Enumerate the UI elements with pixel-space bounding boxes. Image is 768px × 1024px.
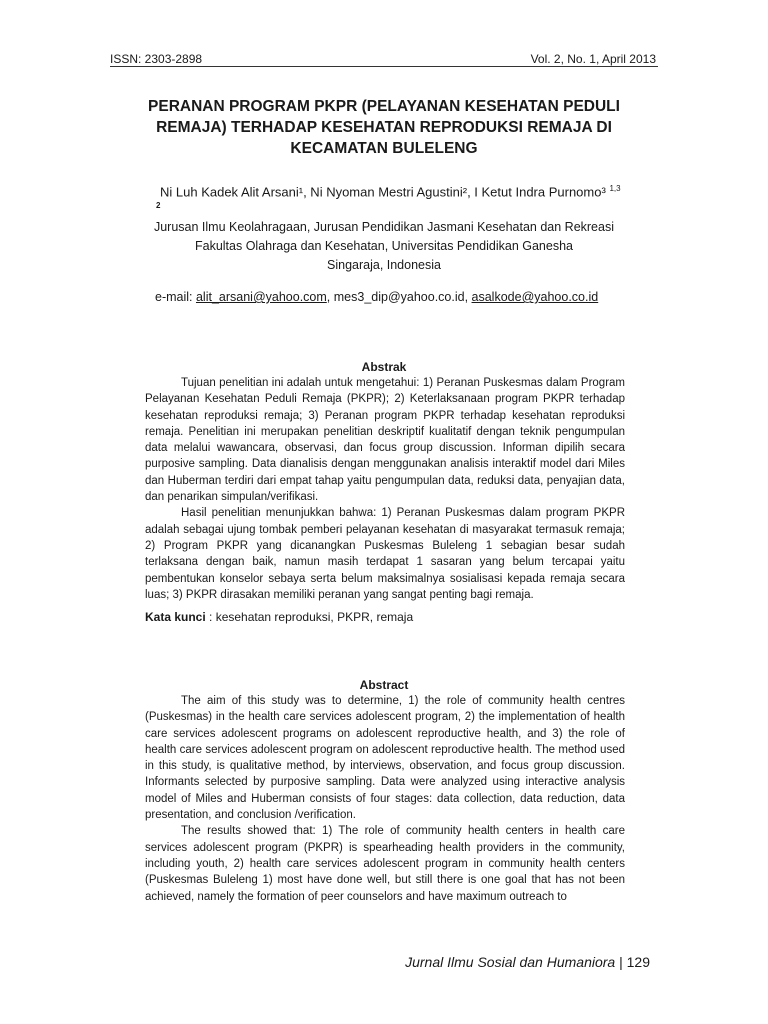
email-prefix: e-mail: [155,290,196,304]
email-separator: , [326,290,334,304]
keywords-text: : kesehatan reproduksi, PKPR, remaja [205,610,414,624]
author-list [160,184,621,199]
page-number: 129 [626,954,650,970]
issn-label: ISSN: 2303-2898 [110,52,203,66]
affiliation-line: Singaraja, Indonesia [327,258,441,272]
keywords-line [145,610,413,624]
email-link-asalkode[interactable]: asalkode@yahoo.co.id [471,290,599,304]
email-link-arsani[interactable]: alit_arsani@yahoo.com [195,290,327,304]
affiliation-line: Fakultas Olahraga dan Kesehatan, Universitas Pendidikan Ganesha [194,239,573,253]
email-line [155,290,598,304]
title-line: PERANAN PROGRAM PKPR (PELAYANAN KESEHATAN PEDULI [148,98,620,115]
page-footer [405,954,650,970]
title-line: REMAJA) TERHADAP KESEHATAN REPRODUKSI REMAJA DI [156,119,612,136]
volume-label: Vol. 2, No. 1, April 2013 [530,52,656,66]
affiliation-line: Jurusan Ilmu Keolahragaan, Jurusan Pendidikan Jasmani Kesehatan dan Rekreasi [153,220,614,234]
abstrak-body [145,375,625,603]
keywords-label: Kata kunci [145,610,206,624]
abstrak-heading: Abstrak [361,360,407,374]
abstract-body [145,693,625,905]
email-separator: , [464,290,472,304]
abstrak-paragraph: Hasil penelitian menunjukkan bahwa: 1) Peranan Puskesmas dalam program PKPR adalah sebagai ujung tombak pemberi pelayanan kesehatan di masyarakat termasuk remaja; 2) Program PKPR yang dicanangkan Puskesmas Buleleng 1 sebagian besar sudah terlaksana dengan baik, namun masih terdapat 1 sasaran yang belum tercapai yaitu pembentukan konselor sebaya serta belum maksimalnya sosialisasi kepada remaja secara luas; 3) PKPR dirasakan memiliki peranan yang sangat penting bagi remaja. [145,507,625,601]
affiliation-block [140,218,628,275]
header-rule [110,66,658,67]
paper-title [130,96,638,159]
abstract-heading: Abstract [359,678,409,692]
email-agustini: mes3_dip@yahoo.co.id [333,290,465,304]
footer-separator: | [615,954,627,970]
abstract-paragraph: The aim of this study was to determine, 1) the role of community health centres (Puskesmas) in the health care services adolescent program, 2) the implementation of health care services adolescent programs on adolescent reproductive health, and 3) the role of health care services adolescent program on adolescent reproductive health. The method used in this study, is qualitative method, by interviews, observation, and focus group discussion. Informants selected by purposive sampling. Data were analyzed using interactive analysis model of Miles and Huberman consists of four stages: data collection, data reduction, data presentation, and conclusion /verification. [145,695,625,822]
author-names: Ni Luh Kadek Alit Arsani¹, Ni Nyoman Mestri Agustini², I Ketut Indra Purnomo³ [160,184,606,200]
abstrak-paragraph: Tujuan penelitian ini adalah untuk mengetahui: 1) Peranan Puskesmas dalam Program Pelayanan Kesehatan Peduli Remaja (PKPR); 2) Keterlaksanaan program PKPR terhadap kesehatan reproduksi remaja; 3) Peranan program PKPR terhadap kesehatan reproduksi remaja. Penelitian ini merupakan penelitian deskriptif kualitatif dengan teknik pengumpulan data melalui wawancara, observasi, dan focus group discussion. Informan dipilih secara purposive sampling. Data dianalisis dengan menggunakan analisis interaktif model dari Miles dan Huberman terdiri dari empat tahap yaitu pengumpulan data, reduksi data, penyajian data, dan penarikan simpulan/verifikasi. [145,377,625,504]
affiliation-mark: 2 [156,201,161,210]
title-line: KECAMATAN BULELENG [290,140,478,157]
author-marks: 1,3 [609,184,621,193]
abstract-paragraph: The results showed that: 1) The role of community health centers in health care services adolescent program (PKPR) is spearheading health providers in the community, including youth, 2) health care services adolescent program in community health centers (Puskesmas Buleleng 1) most have done well, but still there is one goal that has not been achieved, namely the formation of peer counselors and have maximum outreach to [145,825,625,903]
journal-name: Jurnal Ilmu Sosial dan Humaniora [405,954,616,970]
